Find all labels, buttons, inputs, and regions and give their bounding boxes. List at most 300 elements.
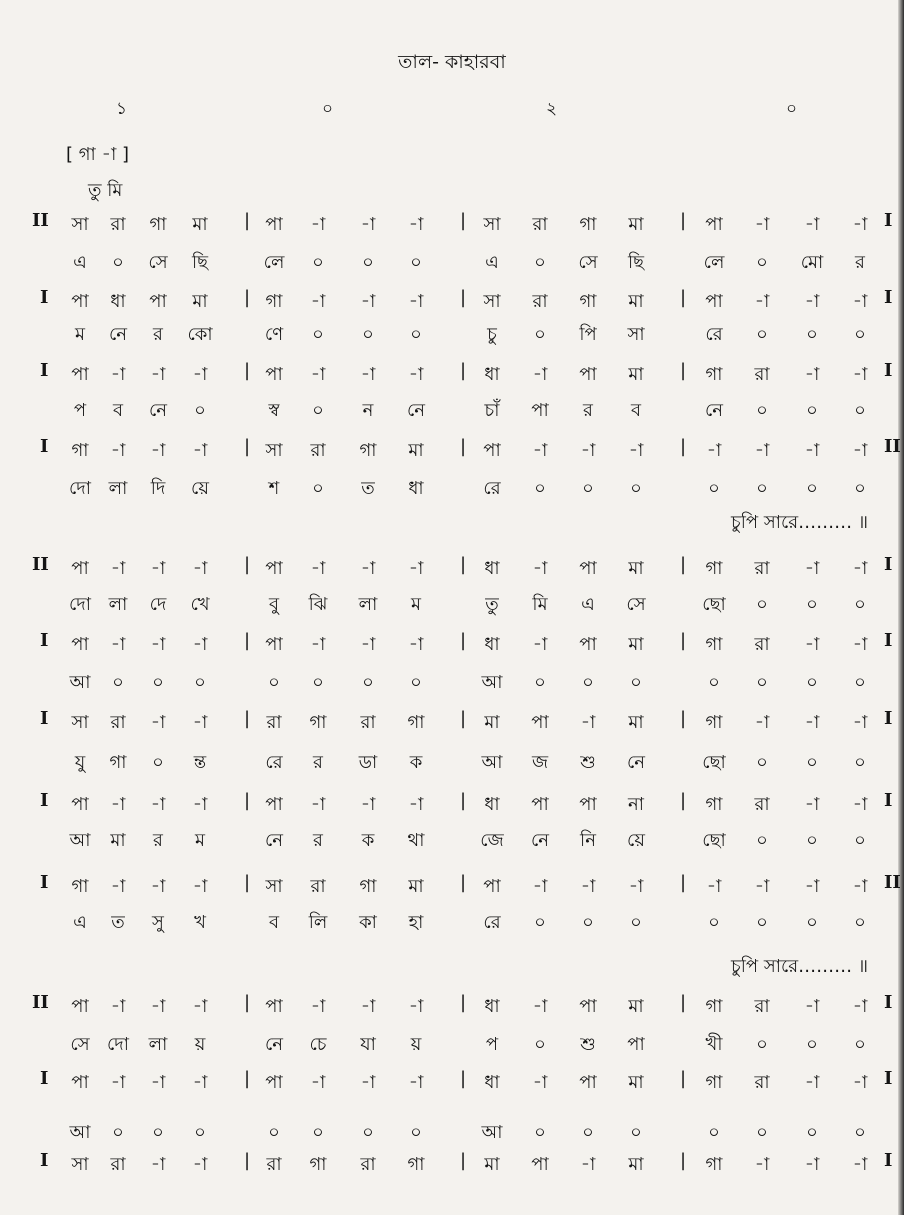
end-barline: I [884,287,893,308]
lyric-syllable: ০ [708,478,720,499]
lyric-syllable: ০ [582,672,594,693]
barline: | [460,1068,467,1089]
lyric-syllable: ০ [534,672,546,693]
note-cell: -া [852,712,868,733]
lyric-syllable: ছি [191,252,209,273]
note-cell: -া [804,794,820,815]
lyric-syllable: র [313,752,323,773]
note-cell: -া [804,558,820,579]
lyric-syllable: চে [309,1034,327,1055]
notation-row [0,360,904,394]
note-cell: -া [852,876,868,897]
lyric-syllable: ০ [534,912,546,933]
note-cell: রা [310,440,326,461]
lyric-syllable: ০ [806,400,818,421]
lyric-syllable: ০ [854,400,866,421]
barline: | [680,554,687,575]
lyric-syllable: য় [194,1034,206,1055]
note-cell: পা [579,794,597,815]
barline: | [680,287,687,308]
note-cell: মা [628,1154,644,1175]
barline: | [680,1150,687,1171]
refrain-cue: চুপি সারে……… ॥ [731,512,868,533]
note-cell: রা [754,558,770,579]
note-cell: -া [852,634,868,655]
lyric-syllable: পি [579,324,597,345]
note-cell: পা [71,794,89,815]
note-cell: পা [265,794,283,815]
lyric-syllable: হা [408,912,424,933]
barline: | [680,210,687,231]
lyric-syllable: ০ [194,672,206,693]
lyric-syllable: নে [704,400,724,421]
lyric-syllable: ০ [410,324,422,345]
barline: | [680,708,687,729]
note-cell: পা [531,1154,549,1175]
barline: | [680,360,687,381]
lyric-syllable: লে [703,252,725,273]
note-cell: রা [754,1072,770,1093]
note-cell: -া [360,996,376,1017]
note-cell: -া [192,440,208,461]
lyric-syllable: লে [263,252,285,273]
lyric-syllable: ম [195,830,205,851]
barline: | [460,992,467,1013]
lyric-syllable: ০ [756,752,768,773]
note-cell: মা [628,558,644,579]
note-cell: -া [360,558,376,579]
lyric-syllable: রে [705,324,723,345]
note-cell: -া [192,1072,208,1093]
note-cell: মা [484,712,500,733]
note-cell: গা [579,291,597,312]
lyric-syllable: খী [705,1034,723,1055]
note-cell: মা [192,291,208,312]
note-cell: পা [579,996,597,1017]
note-cell: -া [408,364,424,385]
lyric-syllable: ০ [312,1122,324,1143]
note-cell: -া [310,634,326,655]
note-cell: -া [192,364,208,385]
end-barline: II [884,436,901,457]
note-cell: -া [110,558,126,579]
beat-marker-row [0,96,904,120]
lyric-syllable: ০ [806,1122,818,1143]
note-cell: ধা [110,291,126,312]
lyric-syllable: ন [362,400,374,421]
note-cell: রা [754,634,770,655]
note-cell: মা [192,214,208,235]
note-cell: পা [149,291,167,312]
lyric-row [0,248,904,282]
note-cell: পা [265,1072,283,1093]
lyric-syllable: ০ [854,1034,866,1055]
lyric-syllable: এ [73,912,87,933]
barline: | [244,630,251,651]
note-cell: -া [532,996,548,1017]
note-cell: গা [309,1154,327,1175]
note-cell: -া [150,876,166,897]
start-barline: I [40,1150,49,1171]
note-cell: -া [310,1072,326,1093]
barline: | [244,436,251,457]
note-cell: গা [579,214,597,235]
lyric-syllable: আ [69,830,91,851]
notation-row [0,210,904,244]
end-barline: I [884,708,893,729]
lyric-syllable: বু [268,594,280,615]
lyric-syllable: ০ [582,912,594,933]
lyric-syllable: নে [264,1034,284,1055]
barline: | [680,872,687,893]
barline: | [244,360,251,381]
note-cell: -া [852,364,868,385]
barline: | [244,554,251,575]
lyric-syllable: স্ব [268,400,280,421]
lyric-syllable: নি [580,830,596,851]
note-cell: -া [804,440,820,461]
barline: | [680,436,687,457]
note-cell: মা [628,996,644,1017]
lyric-syllable: রে [265,752,283,773]
beat-marker: ০ [322,99,334,119]
barline: | [244,210,251,231]
end-barline: I [884,992,893,1013]
lyric-syllable: ০ [756,912,768,933]
lyric-syllable: ধা [408,478,424,499]
lyric-syllable: সু [152,912,164,933]
note-cell: পা [265,214,283,235]
lyric-syllable: দো [107,1034,129,1055]
lyric-syllable: ০ [534,324,546,345]
lyric-syllable: ০ [806,1034,818,1055]
note-cell: -া [192,996,208,1017]
note-cell: পা [265,996,283,1017]
note-cell: -া [754,440,770,461]
note-cell: গা [705,364,723,385]
barline: | [460,554,467,575]
note-cell: -া [192,558,208,579]
lyric-syllable: প [73,400,87,421]
notation-row [0,708,904,742]
note-cell: গা [359,876,377,897]
lyric-syllable: শু [580,1034,596,1055]
note-cell: -া [110,996,126,1017]
lyric-syllable: শ [268,478,280,499]
note-cell: -া [110,634,126,655]
lyric-syllable: ০ [362,324,374,345]
note-cell: রা [110,712,126,733]
note-cell: পা [483,876,501,897]
barline: | [244,992,251,1013]
note-cell: -া [150,634,166,655]
note-cell: -া [110,364,126,385]
note-cell: -া [852,996,868,1017]
lyric-syllable: য়ে [191,478,209,499]
tala-title: তাল- কাহারবা [398,51,506,73]
note-cell: -া [852,214,868,235]
note-cell: গা [705,1154,723,1175]
lyric-syllable: দো [69,594,91,615]
note-cell: সা [71,214,89,235]
note-cell: মা [628,214,644,235]
note-cell: -া [360,794,376,815]
start-barline: I [40,790,49,811]
note-cell: ধা [484,996,500,1017]
lyric-syllable: ০ [312,252,324,273]
end-barline: I [884,360,893,381]
lyric-syllable: ০ [152,752,164,773]
note-cell: -া [628,440,644,461]
lyric-row [0,1030,904,1064]
note-cell: -া [804,996,820,1017]
note-cell: -া [754,876,770,897]
lyric-syllable: নে [264,830,284,851]
note-cell: -া [150,794,166,815]
lyric-syllable: নে [148,400,168,421]
grace-notes: [ গা -া ] [66,144,130,165]
lyric-syllable: আ [481,752,503,773]
note-cell: পা [705,214,723,235]
note-cell: -া [754,214,770,235]
note-cell: রা [360,712,376,733]
barline: | [680,630,687,651]
note-cell: -া [192,876,208,897]
lyric-row [0,320,904,354]
lyric-syllable: ০ [112,672,124,693]
note-cell: ধা [484,558,500,579]
lyric-syllable: ছি [627,252,645,273]
note-cell: -া [310,794,326,815]
lyric-syllable: ০ [410,1122,422,1143]
start-barline: I [40,360,49,381]
lyric-syllable: লি [308,912,328,933]
lyric-syllable: ০ [708,912,720,933]
lyric-row [0,474,904,508]
note-cell: -া [310,214,326,235]
note-cell: -া [310,996,326,1017]
note-cell: -া [150,996,166,1017]
note-cell: পা [579,1072,597,1093]
end-barline: I [884,790,893,811]
barline: | [244,790,251,811]
lyric-syllable: ০ [152,672,164,693]
lyric-syllable: ০ [534,1034,546,1055]
end-barline: I [884,630,893,651]
lyric-syllable: ডা [358,752,378,773]
lyric-syllable: মা [110,830,126,851]
note-cell: পা [71,291,89,312]
refrain-cue: চুপি সারে……… ॥ [731,956,868,977]
lyric-syllable: খে [190,594,210,615]
note-cell: মা [408,876,424,897]
barline: | [244,708,251,729]
note-cell: -া [360,214,376,235]
note-cell: গা [149,214,167,235]
note-cell: পা [531,712,549,733]
lyric-syllable: ০ [854,830,866,851]
note-cell: গা [71,440,89,461]
lyric-syllable: লা [358,594,378,615]
lyric-syllable: ০ [756,1122,768,1143]
note-cell: -া [150,712,166,733]
note-cell: -া [150,364,166,385]
note-cell: -া [408,558,424,579]
lyric-syllable: ০ [582,1122,594,1143]
lyric-row [0,908,904,942]
lyric-syllable: কো [187,324,213,345]
note-cell: -া [192,712,208,733]
note-cell: মা [628,712,644,733]
note-cell: -া [360,291,376,312]
start-barline: II [32,554,49,575]
lyric-syllable: ০ [152,1122,164,1143]
note-cell: গা [705,1072,723,1093]
lyric-syllable: চু [487,324,497,345]
lyric-syllable: কা [359,912,377,933]
note-cell: সা [71,712,89,733]
note-cell: -া [852,1154,868,1175]
note-cell: গা [407,712,425,733]
note-cell: -া [310,291,326,312]
lyric-syllable: র [313,830,323,851]
lyric-syllable: এ [73,252,87,273]
note-cell: রা [110,214,126,235]
note-cell: -া [310,558,326,579]
note-cell: -া [804,364,820,385]
note-cell: -া [804,712,820,733]
note-cell: পা [483,440,501,461]
note-cell: রা [266,712,282,733]
note-cell: রা [754,996,770,1017]
note-cell: ধা [484,634,500,655]
lyric-row [0,396,904,430]
note-cell: -া [532,876,548,897]
lyric-syllable: চাঁ [484,400,500,421]
lyric-syllable: ০ [312,672,324,693]
lyric-syllable: রে [483,912,501,933]
lyric-syllable: নে [108,324,128,345]
note-cell: গা [309,712,327,733]
note-cell: মা [628,634,644,655]
note-cell: পা [531,794,549,815]
lyric-syllable: ০ [630,672,642,693]
lyric-syllable: ন্ত [193,752,207,773]
lyric-syllable: ব [112,400,124,421]
note-cell: রা [266,1154,282,1175]
lyric-syllable: জ [531,752,549,773]
note-cell: -া [150,1154,166,1175]
lyric-syllable: ০ [806,594,818,615]
note-cell: -া [804,1154,820,1175]
note-cell: -া [110,1072,126,1093]
lyric-syllable: র [855,252,865,273]
note-cell: -া [804,634,820,655]
lyric-syllable: পা [627,1034,645,1055]
note-cell: পা [71,634,89,655]
barline: | [460,210,467,231]
lyric-syllable: ০ [312,400,324,421]
lyric-syllable: পা [531,400,549,421]
barline: | [680,790,687,811]
note-cell: গা [407,1154,425,1175]
note-cell: -া [706,440,722,461]
note-cell: -া [310,364,326,385]
barline: | [680,992,687,1013]
note-cell: -া [110,876,126,897]
note-cell: -া [804,1072,820,1093]
note-cell: ধা [484,794,500,815]
lyric-syllable: ০ [362,1122,374,1143]
note-cell: গা [265,291,283,312]
note-cell: পা [265,558,283,579]
note-cell: না [628,794,644,815]
note-cell: গা [705,634,723,655]
start-barline: I [40,630,49,651]
note-cell: পা [71,558,89,579]
barline: | [460,287,467,308]
barline: | [460,630,467,651]
notation-row [0,1150,904,1184]
lyric-syllable: ০ [534,478,546,499]
lyric-syllable: ব [630,400,642,421]
lyric-syllable: ০ [854,594,866,615]
lyric-syllable: ০ [854,324,866,345]
lyric-syllable: ০ [312,324,324,345]
lyric-syllable: ০ [854,912,866,933]
note-cell: পা [71,1072,89,1093]
note-cell: -া [852,794,868,815]
lyric-syllable: মি [532,594,548,615]
lyric-syllable: ০ [756,400,768,421]
lyric-syllable: সে [148,252,168,273]
lyric-syllable: ০ [806,830,818,851]
lyric-syllable: ০ [534,252,546,273]
barline: | [244,1068,251,1089]
note-cell: সা [483,291,501,312]
note-cell: -া [192,634,208,655]
lyric-syllable: সে [70,1034,90,1055]
barline: | [680,1068,687,1089]
lyric-syllable: তু [485,594,499,615]
start-barline: I [40,708,49,729]
note-cell: পা [579,634,597,655]
note-cell: রা [310,876,326,897]
note-cell: -া [150,558,166,579]
note-cell: সা [265,876,283,897]
lyric-syllable: ০ [756,324,768,345]
note-cell: মা [408,440,424,461]
note-cell: -া [804,876,820,897]
lyric-syllable: য়ে [627,830,645,851]
notation-row [0,630,904,664]
lyric-syllable: ০ [806,912,818,933]
notation-row [0,790,904,824]
lyric-syllable: ছো [702,594,726,615]
start-barline: I [40,1068,49,1089]
lyric-syllable: ০ [756,478,768,499]
note-cell: মা [628,1072,644,1093]
lyric-row [0,826,904,860]
beat-marker: ১ [116,99,128,119]
note-cell: -া [192,794,208,815]
lyric-syllable: মো [800,252,824,273]
grace-lyric: তু মি [88,180,123,201]
note-cell: -া [754,291,770,312]
note-cell: -া [532,440,548,461]
note-cell: -া [532,558,548,579]
lyric-syllable: ০ [806,752,818,773]
